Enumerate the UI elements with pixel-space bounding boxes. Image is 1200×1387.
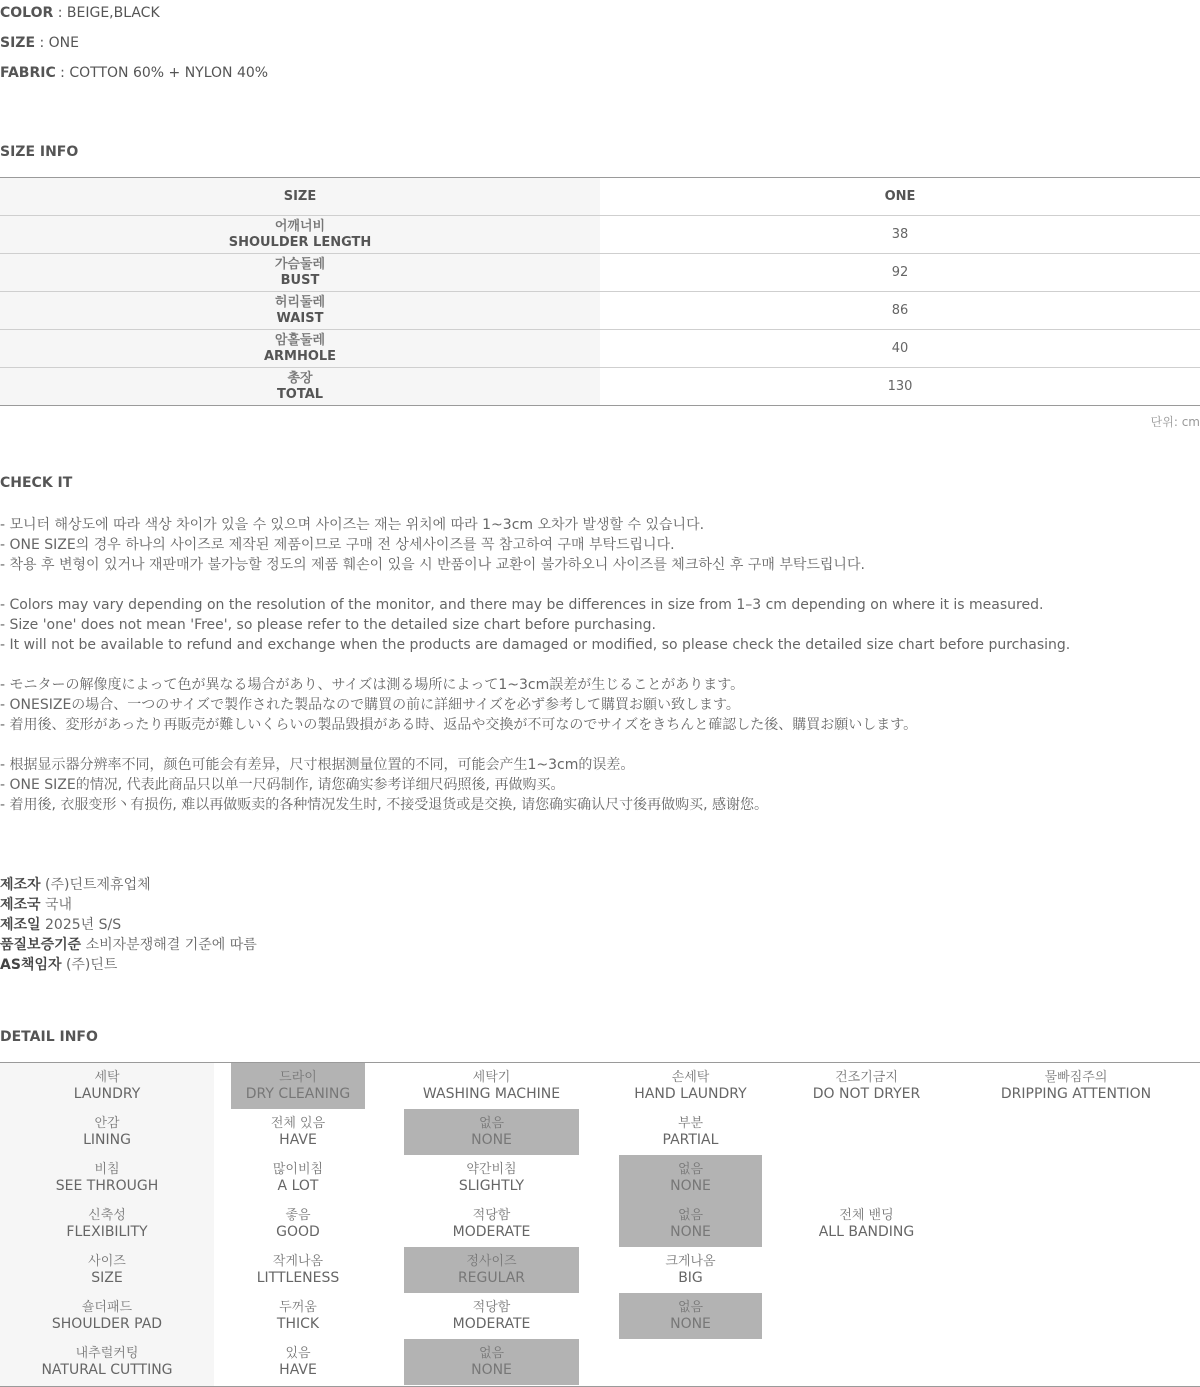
option-kr: 부분 <box>677 1116 704 1131</box>
option-kr: 세탁기 <box>472 1070 511 1085</box>
detail-option-selected <box>404 1247 579 1293</box>
detail-option <box>800 1063 933 1109</box>
table-row <box>0 216 1200 254</box>
detail-option-selected <box>619 1201 762 1247</box>
detail-row-label <box>0 1063 214 1109</box>
check-it-title: CHECK IT <box>0 475 73 491</box>
option-en: NONE <box>471 1362 512 1378</box>
measure-kr: 암홀둘레 <box>274 332 326 348</box>
detail-option <box>404 1293 579 1339</box>
option-kr: 두꺼움 <box>279 1300 317 1315</box>
table-row <box>0 368 1200 406</box>
note-line: - モニターの解像度によって色が異なる場合があり、サイズは測る場所によって1~3cm誤差が生じることがあります。 <box>0 677 745 693</box>
option-kr: 없음 <box>478 1116 505 1131</box>
option-en: NONE <box>670 1224 711 1240</box>
note-line: - 根据显示器分辨率不同，颜色可能会有差异，尺寸根据测量位置的不同，可能会产生1~3cm的误差。 <box>0 757 635 773</box>
mfr-line <box>0 935 257 955</box>
detail-label-kr: 숄더패드 <box>81 1300 133 1315</box>
detail-option-selected <box>404 1109 579 1155</box>
mfr-value: 국내 <box>40 897 73 913</box>
option-en: A LOT <box>277 1178 319 1194</box>
size-table <box>0 177 1200 406</box>
detail-label-en: FLEXIBILITY <box>66 1224 148 1240</box>
detail-option <box>619 1109 762 1155</box>
option-kr: 있음 <box>285 1346 311 1361</box>
detail-grid <box>0 1062 1200 1387</box>
option-en: NONE <box>670 1316 711 1332</box>
detail-row-label <box>0 1201 214 1247</box>
detail-row-label <box>0 1293 214 1339</box>
detail-option <box>619 1247 762 1293</box>
option-kr: 손세탁 <box>671 1070 710 1085</box>
table-row <box>0 330 1200 368</box>
option-en: HAVE <box>279 1362 317 1378</box>
detail-label-en: LINING <box>83 1132 131 1148</box>
option-kr: 약간비침 <box>466 1162 517 1177</box>
detail-label-en: LAUNDRY <box>73 1086 141 1102</box>
option-kr: 전체 있음 <box>270 1116 326 1131</box>
option-kr: 크게나옴 <box>665 1254 716 1269</box>
note-line: - ONESIZEの場合、一つのサイズで製作された製品なので購買の前に詳細サイズを必ず参考して購買お願い致します。 <box>0 697 740 713</box>
option-en: WASHING MACHINE <box>422 1086 561 1102</box>
option-en: NONE <box>471 1132 512 1148</box>
detail-row-label <box>0 1109 214 1155</box>
option-kr: 물빠짐주의 <box>1044 1070 1108 1085</box>
detail-label-kr: 세탁 <box>94 1070 120 1085</box>
detail-option-selected <box>619 1155 762 1201</box>
spec-label: SIZE <box>0 35 36 51</box>
mfr-label: 품질보증기준 <box>0 937 82 953</box>
option-kr: 적당함 <box>472 1300 511 1315</box>
table-row <box>0 254 1200 292</box>
detail-option <box>800 1201 933 1247</box>
note-line: - 着用後, 衣服变形丶有损伤, 难以再做贩卖的各种情况发生时, 不接受退货或是交换, 请您确实确认尺寸後再做购买, 感谢您。 <box>0 797 769 813</box>
mfr-value: (주)딘트제휴업체 <box>40 877 151 893</box>
detail-label-en: SIZE <box>91 1270 123 1286</box>
detail-option <box>231 1155 365 1201</box>
option-kr: 없음 <box>677 1300 704 1315</box>
manufacturer-info <box>0 875 257 975</box>
mfr-value: 소비자분쟁해결 기준에 따름 <box>81 937 257 953</box>
mfr-line <box>0 915 257 935</box>
option-en: SLIGHTLY <box>458 1178 525 1194</box>
measure-value: 38 <box>891 227 909 242</box>
option-en: LITTLENESS <box>256 1270 340 1286</box>
detail-option <box>231 1247 365 1293</box>
measure-en: WAIST <box>276 310 324 326</box>
detail-row-label <box>0 1247 214 1293</box>
unit-label: 단위: cm <box>1150 415 1200 429</box>
option-kr: 없음 <box>478 1346 505 1361</box>
measure-en: SHOULDER LENGTH <box>228 234 372 250</box>
option-en: HAVE <box>279 1132 317 1148</box>
check-it-notes <box>0 515 1070 815</box>
option-en: HAND LAUNDRY <box>634 1086 747 1102</box>
mfr-line <box>0 875 257 895</box>
measure-kr: 어깨너비 <box>274 218 326 234</box>
note-line: - ONE SIZE的情况, 代表此商品只以单一尺码制作, 请您确实参考详细尺码照後, 再做购买。 <box>0 777 565 793</box>
measure-kr: 허리둘레 <box>274 294 326 310</box>
detail-option <box>231 1339 365 1385</box>
note-line: - ONE SIZE의 경우 하나의 사이즈로 제작된 제품이므로 구매 전 상세사이즈를 꼭 참고하여 구매 부탁드립니다. <box>0 537 675 553</box>
detail-label-kr: 사이즈 <box>88 1254 126 1269</box>
option-en: ALL BANDING <box>818 1224 915 1240</box>
option-kr: 없음 <box>677 1162 704 1177</box>
option-kr: 건조기금지 <box>835 1070 898 1085</box>
measure-value: 130 <box>887 379 913 394</box>
option-en: GOOD <box>276 1224 320 1240</box>
note-line: - 착용 후 변형이 있거나 재판매가 불가능할 정도의 제품 훼손이 있을 시 반품이나 교환이 불가하오니 사이즈를 체크하신 후 구매 부탁드립니다. <box>0 557 865 573</box>
spec-value: : ONE <box>35 35 79 51</box>
measure-value: 40 <box>891 341 909 356</box>
note-line: - Colors may vary depending on the resolution of the monitor, and there may be differences in size from 1–3 cm depending on where it is measured. <box>0 597 1044 613</box>
option-en: DRY CLEANING <box>245 1086 351 1102</box>
note-line: - 모니터 해상도에 따라 색상 차이가 있을 수 있으며 사이즈는 재는 위치에 따라 1~3cm 오차가 발생할 수 있습니다. <box>0 517 705 533</box>
option-kr: 많이비침 <box>272 1162 324 1177</box>
option-en: DO NOT DRYER <box>812 1086 921 1102</box>
note-line: - 着用後、変形があったり再販売が難しいくらいの製品毀損がある時、返品や交換が不可なのでサイズをきちんと確認した後、購買お願いします。 <box>0 717 918 733</box>
table-row <box>0 292 1200 330</box>
option-kr: 드라이 <box>279 1070 317 1085</box>
option-en: MODERATE <box>452 1224 531 1240</box>
detail-option-selected <box>404 1339 579 1385</box>
detail-label-en: SEE THROUGH <box>55 1178 159 1194</box>
option-kr: 정사이즈 <box>466 1254 517 1269</box>
detail-option <box>972 1063 1180 1109</box>
size-info-title: SIZE INFO <box>0 144 79 160</box>
spec-size <box>0 35 79 51</box>
spec-value: : COTTON 60% + NYLON 40% <box>55 65 269 81</box>
detail-option <box>619 1063 762 1109</box>
detail-label-kr: 신축성 <box>88 1208 126 1223</box>
mfr-label: 제조국 <box>0 897 41 913</box>
option-kr: 좋음 <box>285 1208 311 1223</box>
detail-label-kr: 안감 <box>94 1116 120 1131</box>
detail-option <box>231 1109 365 1155</box>
option-kr: 없음 <box>677 1208 704 1223</box>
detail-option-selected <box>619 1293 762 1339</box>
measure-en: BUST <box>280 272 320 288</box>
size-header-label: SIZE <box>0 178 600 215</box>
detail-info-title: DETAIL INFO <box>0 1029 98 1045</box>
measure-kr: 가슴둘레 <box>274 256 326 272</box>
option-en: MODERATE <box>452 1316 531 1332</box>
option-en: THICK <box>276 1316 320 1332</box>
option-en: REGULAR <box>457 1270 526 1286</box>
mfr-label: 제조자 <box>0 877 41 893</box>
mfr-line <box>0 955 257 975</box>
option-en: NONE <box>670 1178 711 1194</box>
detail-option <box>404 1063 579 1109</box>
measure-value: 86 <box>891 303 909 318</box>
spec-value: : BEIGE,BLACK <box>53 5 160 21</box>
detail-label-en: SHOULDER PAD <box>51 1316 163 1332</box>
spec-color <box>0 5 160 21</box>
size-header-value: ONE <box>884 189 916 204</box>
option-kr: 작게나옴 <box>272 1254 324 1269</box>
mfr-value: 2025년 S/S <box>40 917 122 933</box>
detail-option <box>231 1201 365 1247</box>
detail-label-en: NATURAL CUTTING <box>41 1362 173 1378</box>
spec-fabric <box>0 65 268 81</box>
option-en: DRIPPING ATTENTION <box>1000 1086 1152 1102</box>
measure-kr: 총장 <box>287 370 313 386</box>
detail-option <box>404 1155 579 1201</box>
option-en: BIG <box>678 1270 703 1286</box>
mfr-label: AS책임자 <box>0 957 62 973</box>
option-kr: 전체 밴딩 <box>839 1208 894 1223</box>
detail-option-selected <box>231 1063 365 1109</box>
detail-label-kr: 내추럴커팅 <box>75 1346 139 1361</box>
note-line: - It will not be available to refund and exchange when the products are damaged or modified, so please check the detailed size chart before purchasing. <box>0 637 1071 653</box>
measure-en: ARMHOLE <box>263 348 337 364</box>
detail-option <box>404 1201 579 1247</box>
note-line: - Size 'one' does not mean 'Free', so please refer to the detailed size chart before purchasing. <box>0 617 656 633</box>
spec-label: FABRIC <box>0 65 56 81</box>
mfr-line <box>0 895 257 915</box>
detail-row-label <box>0 1155 214 1201</box>
detail-label-kr: 비침 <box>94 1162 120 1177</box>
option-kr: 적당함 <box>472 1208 511 1223</box>
size-table-header <box>0 177 1200 216</box>
detail-row-label <box>0 1339 214 1385</box>
measure-value: 92 <box>891 265 909 280</box>
mfr-value: (주)딘트 <box>61 957 118 973</box>
detail-option <box>231 1293 365 1339</box>
measure-en: TOTAL <box>276 386 324 402</box>
option-en: PARTIAL <box>662 1132 719 1148</box>
spec-label: COLOR <box>0 5 54 21</box>
mfr-label: 제조일 <box>0 917 41 933</box>
